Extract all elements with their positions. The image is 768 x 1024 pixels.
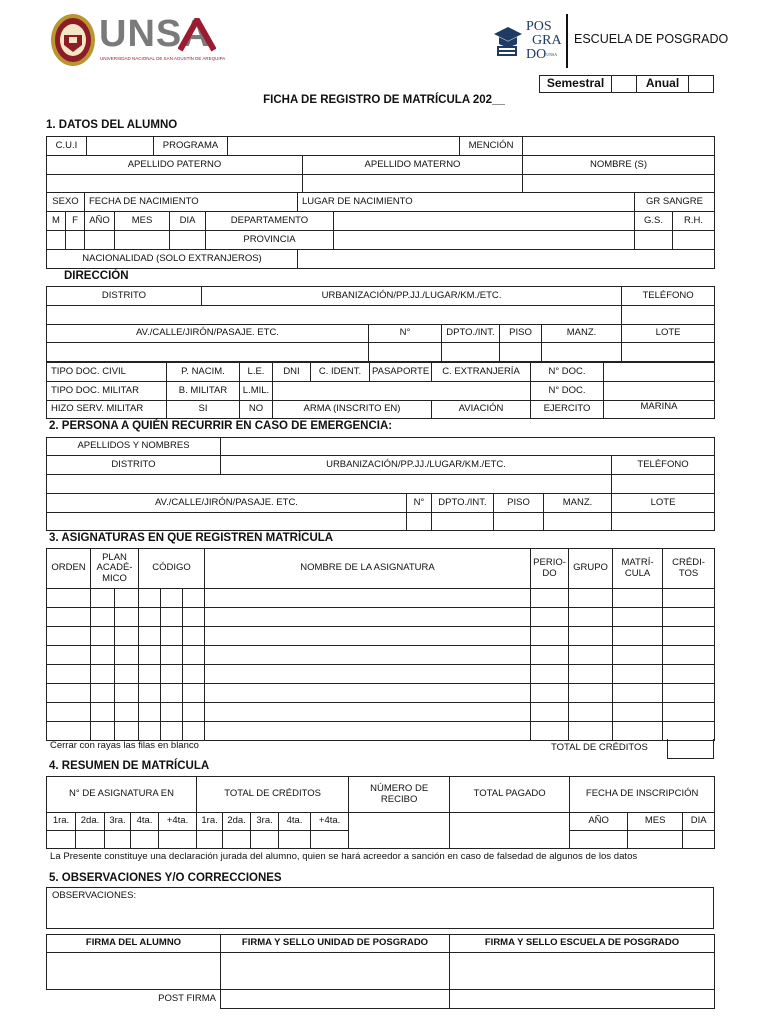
subject-codigo-c-cell[interactable] — [183, 627, 205, 646]
c-extranjeria-label: C. EXTRANJERÍA — [432, 363, 531, 382]
pasaporte-label: PASAPORTE — [370, 363, 432, 382]
gs-field[interactable] — [635, 231, 673, 250]
matricula-line-2: CULA — [624, 567, 651, 579]
anual-checkbox[interactable] — [689, 76, 714, 93]
subject-matricula-cell[interactable] — [613, 665, 663, 684]
period-type-table — [539, 75, 714, 93]
creditos-header — [663, 549, 715, 589]
emergency-numero-field[interactable] — [407, 513, 432, 531]
posgrado-line-3 — [526, 48, 562, 62]
n-asignatura-header: N° DE ASIGNATURA EN — [47, 777, 197, 813]
firma-alumno-field[interactable] — [47, 953, 221, 990]
emergency-urbanizacion-label: URBANIZACIÓN/PP.JJ./LUGAR/KM./ETC. — [221, 456, 612, 475]
emergency-dpto-label: DPTO./INT. — [432, 494, 494, 513]
mes-field[interactable] — [115, 231, 170, 250]
fecha-anio-label: AÑO — [570, 813, 628, 831]
subject-grupo-cell[interactable] — [569, 722, 613, 741]
subject-periodo-cell[interactable] — [531, 627, 569, 646]
c-ident-label: C. IDENT. — [311, 363, 370, 382]
departamento-label: DEPARTAMENTO — [206, 212, 334, 231]
asignatura-level-3ra: 3ra. — [105, 813, 131, 831]
creditos-line-2: TOS — [678, 567, 699, 579]
firma-unidad-field[interactable] — [221, 953, 450, 990]
emergency-piso-label: PISO — [494, 494, 544, 513]
ejercito-label: EJERCITO — [531, 401, 604, 419]
subject-row — [47, 684, 715, 703]
apellido-materno-label: APELLIDO MATERNO — [303, 156, 523, 175]
subject-matricula-cell[interactable] — [613, 589, 663, 608]
mencion-label: MENCIÓN — [460, 137, 523, 156]
nombres-field[interactable] — [523, 175, 715, 193]
periodo-line-1: PERIO- — [533, 557, 566, 569]
emergency-manz-field[interactable] — [544, 513, 612, 531]
matricula-header — [613, 549, 663, 589]
subject-row — [47, 608, 715, 627]
subject-grupo-cell[interactable] — [569, 608, 613, 627]
subject-matricula-cell[interactable] — [613, 646, 663, 665]
subject-plan-a-cell[interactable] — [91, 722, 115, 741]
observaciones-box[interactable] — [46, 887, 714, 929]
subject-creditos-cell[interactable] — [663, 703, 715, 722]
subject-codigo-b-cell[interactable] — [161, 589, 183, 608]
numero-field[interactable] — [369, 343, 442, 362]
subject-codigo-c-cell[interactable] — [183, 646, 205, 665]
asignatura-plus4ta-field[interactable] — [159, 831, 197, 849]
avenida-field[interactable] — [47, 343, 369, 362]
observaciones-label: OBSERVACIONES: — [52, 890, 137, 901]
subject-creditos-cell[interactable] — [663, 684, 715, 703]
subject-grupo-cell[interactable] — [569, 703, 613, 722]
subject-periodo-cell[interactable] — [531, 722, 569, 741]
subject-plan-b-cell[interactable] — [115, 665, 139, 684]
subject-grupo-cell[interactable] — [569, 684, 613, 703]
emergency-avenida-label: AV./CALLE/JIRÓN/PASAJE. ETC. — [47, 494, 407, 513]
sexo-f-field[interactable] — [66, 231, 85, 250]
posgrado-superscript: UNSA — [546, 52, 558, 57]
distrito-urbanizacion-field[interactable] — [47, 306, 622, 325]
subject-periodo-cell[interactable] — [531, 703, 569, 722]
subject-codigo-b-cell[interactable] — [161, 722, 183, 741]
fecha-mes-label: MES — [628, 813, 683, 831]
creditos-3ra-field[interactable] — [251, 831, 279, 849]
fecha-dia-label: DIA — [683, 813, 715, 831]
blank-rows-note: Cerrar con rayas las filas en blanco — [50, 740, 199, 751]
creditos-level-2da: 2da. — [223, 813, 251, 831]
manz-label: MANZ. — [542, 325, 622, 343]
total-creditos-label: TOTAL DE CRÉDITOS — [551, 742, 648, 753]
dni-label: DNI — [273, 363, 311, 382]
lugar-nacimiento-label: LUGAR DE NACIMIENTO — [298, 193, 635, 212]
departamento-field[interactable] — [334, 212, 635, 231]
subject-plan-b-cell[interactable] — [115, 589, 139, 608]
subject-orden-cell[interactable] — [47, 665, 91, 684]
numero-recibo-line-2: RECIBO — [380, 793, 418, 805]
post-firma-field[interactable] — [221, 990, 450, 1009]
dpto-label: DPTO./INT. — [442, 325, 500, 343]
subject-codigo-a-cell[interactable] — [139, 589, 161, 608]
emergency-lote-label: LOTE — [612, 494, 715, 513]
subject-codigo-b-cell[interactable] — [161, 646, 183, 665]
subject-periodo-cell[interactable] — [531, 665, 569, 684]
rh-label: R.H. — [673, 212, 715, 231]
header-divider — [566, 14, 568, 68]
subject-matricula-cell[interactable] — [613, 703, 663, 722]
subject-creditos-cell[interactable] — [663, 722, 715, 741]
unsa-accent-mark — [178, 18, 216, 52]
sexo-m-label: M — [47, 212, 66, 231]
sexo-m-field[interactable] — [47, 231, 66, 250]
subject-codigo-c-cell[interactable] — [183, 589, 205, 608]
subject-plan-b-cell[interactable] — [115, 703, 139, 722]
subject-plan-a-cell[interactable] — [91, 608, 115, 627]
b-militar-label: B. MILITAR — [167, 382, 240, 401]
subject-nombre-cell[interactable] — [205, 608, 531, 627]
asignatura-4ta-field[interactable] — [131, 831, 159, 849]
subject-nombre-cell[interactable] — [205, 722, 531, 741]
emergency-manz-label: MANZ. — [544, 494, 612, 513]
firma-unidad-label: FIRMA Y SELLO UNIDAD DE POSGRADO — [221, 935, 450, 953]
subject-plan-a-cell[interactable] — [91, 589, 115, 608]
subject-row — [47, 646, 715, 665]
subject-plan-a-cell[interactable] — [91, 665, 115, 684]
posgrado-line-3-text: DO — [526, 47, 547, 62]
gs-label: G.S. — [635, 212, 673, 231]
subject-nombre-cell[interactable] — [205, 703, 531, 722]
cui-field[interactable] — [87, 137, 154, 156]
n-doc-militar-label: N° DOC. — [531, 382, 604, 401]
subject-codigo-b-cell[interactable] — [161, 684, 183, 703]
subject-orden-cell[interactable] — [47, 684, 91, 703]
unsa-subtitle: UNIVERSIDAD NACIONAL DE SAN AGUSTÍN DE AREQUIPA — [100, 56, 226, 61]
dia-field[interactable] — [170, 231, 206, 250]
total-pagado-field[interactable] — [450, 813, 570, 849]
asignatura-level-2da: 2da. — [76, 813, 105, 831]
periodo-line-2: DO — [542, 567, 557, 579]
school-name: ESCUELA DE POSGRADO — [574, 32, 729, 46]
si-label: SI — [167, 401, 240, 419]
tipo-doc-civil-label: TIPO DOC. CIVIL — [47, 363, 167, 382]
subjects-table — [46, 548, 715, 741]
subject-creditos-cell[interactable] — [663, 627, 715, 646]
gr-sangre-label: GR SANGRE — [635, 193, 715, 212]
subject-grupo-cell[interactable] — [569, 646, 613, 665]
urbanizacion-label: URBANIZACIÓN/PP.JJ./LUGAR/KM./ETC. — [202, 287, 622, 306]
emergency-contact-table — [46, 437, 715, 531]
semestral-label: Semestral — [540, 76, 612, 93]
emergency-lote-field[interactable] — [612, 513, 715, 531]
nombre-asignatura-header: NOMBRE DE LA ASIGNATURA — [205, 549, 531, 589]
posgrado-logo-text — [526, 20, 562, 62]
aviacion-label: AVIACIÓN — [432, 401, 531, 419]
subject-codigo-a-cell[interactable] — [139, 646, 161, 665]
n-doc-civil-label: N° DOC. — [531, 363, 604, 382]
fecha-anio-field[interactable] — [570, 831, 628, 849]
subject-periodo-cell[interactable] — [531, 608, 569, 627]
subject-codigo-b-cell[interactable] — [161, 608, 183, 627]
subject-codigo-c-cell[interactable] — [183, 703, 205, 722]
subject-nombre-cell[interactable] — [205, 646, 531, 665]
tipo-doc-militar-label: TIPO DOC. MILITAR — [47, 382, 167, 401]
graduation-cap-icon — [493, 24, 523, 58]
asignatura-level-4ta: 4ta. — [131, 813, 159, 831]
subject-orden-cell[interactable] — [47, 646, 91, 665]
dia-label: DIA — [170, 212, 206, 231]
unsa-seal-logo — [50, 13, 96, 67]
marina-label: MARINA — [604, 401, 715, 419]
subject-plan-a-cell[interactable] — [91, 703, 115, 722]
subject-codigo-a-cell[interactable] — [139, 722, 161, 741]
post-firma-field-2[interactable] — [450, 990, 715, 1009]
emergency-distrito-label: DISTRITO — [47, 456, 221, 475]
subject-nombre-cell[interactable] — [205, 665, 531, 684]
subject-nombre-cell[interactable] — [205, 627, 531, 646]
provincia-label: PROVINCIA — [206, 231, 334, 250]
student-name-table — [46, 136, 715, 193]
subject-plan-a-cell[interactable] — [91, 684, 115, 703]
subject-periodo-cell[interactable] — [531, 684, 569, 703]
piso-label: PISO — [500, 325, 542, 343]
creditos-2da-field[interactable] — [223, 831, 251, 849]
anio-label: AÑO — [85, 212, 115, 231]
student-birth-table — [46, 192, 715, 269]
subject-matricula-cell[interactable] — [613, 627, 663, 646]
section-1-heading: 1. DATOS DEL ALUMNO — [46, 119, 178, 131]
subject-codigo-c-cell[interactable] — [183, 684, 205, 703]
subject-row — [47, 589, 715, 608]
creditos-1ra-field[interactable] — [197, 831, 223, 849]
plan-academico-header — [91, 549, 139, 589]
firma-alumno-label: FIRMA DEL ALUMNO — [47, 935, 221, 953]
arma-label: ARMA (INSCRITO EN) — [273, 401, 432, 419]
subject-codigo-a-cell[interactable] — [139, 684, 161, 703]
numero-recibo-field[interactable] — [349, 813, 450, 849]
matricula-line-1: MATRÍ- — [621, 557, 654, 569]
lote-label: LOTE — [622, 325, 715, 343]
post-firma-label: POST FIRMA — [47, 990, 221, 1009]
subject-grupo-cell[interactable] — [569, 589, 613, 608]
numero-recibo-header — [349, 777, 450, 813]
telefono-label: TELÉFONO — [622, 287, 715, 306]
plan-line-3: MICO — [102, 572, 127, 584]
nombres-label: NOMBRE (S) — [523, 156, 715, 175]
dpto-field[interactable] — [442, 343, 500, 362]
asignatura-2da-field[interactable] — [76, 831, 105, 849]
codigo-header: CÓDIGO — [139, 549, 205, 589]
apellido-paterno-field[interactable] — [47, 175, 303, 193]
subject-row — [47, 627, 715, 646]
subject-orden-cell[interactable] — [47, 722, 91, 741]
subject-plan-b-cell[interactable] — [115, 646, 139, 665]
posgrado-line-1: POS — [526, 19, 552, 34]
subject-plan-b-cell[interactable] — [115, 608, 139, 627]
p-nacim-label: P. NACIM. — [167, 363, 240, 382]
semestral-checkbox[interactable] — [612, 76, 637, 93]
section-4-heading: 4. RESUMEN DE MATRÍCULA — [49, 760, 210, 772]
subject-codigo-a-cell[interactable] — [139, 608, 161, 627]
cui-label: C.U.I — [47, 137, 87, 156]
firma-escuela-field[interactable] — [450, 953, 715, 990]
emergency-piso-field[interactable] — [494, 513, 544, 531]
apellido-paterno-label: APELLIDO PATERNO — [47, 156, 303, 175]
sexo-f-label: F — [66, 212, 85, 231]
subject-codigo-c-cell[interactable] — [183, 665, 205, 684]
emergency-telefono-label: TELÉFONO — [612, 456, 715, 475]
section-5-heading: 5. OBSERVACIONES Y/O CORRECCIONES — [49, 872, 282, 884]
creditos-level-3ra: 3ra. — [251, 813, 279, 831]
subject-nombre-cell[interactable] — [205, 684, 531, 703]
rh-field[interactable] — [673, 231, 715, 250]
creditos-plus4ta-field[interactable] — [311, 831, 349, 849]
lote-field[interactable] — [622, 343, 715, 362]
mes-label: MES — [115, 212, 170, 231]
total-pagado-header: TOTAL PAGADO — [450, 777, 570, 813]
posgrado-line-2: GRA — [532, 33, 562, 48]
piso-field[interactable] — [500, 343, 542, 362]
total-creditos-field[interactable] — [667, 739, 714, 759]
creditos-level-plus4ta: +4ta. — [311, 813, 349, 831]
telefono-field[interactable] — [622, 306, 715, 325]
section-3-heading: 3. ASIGNATURAS EN QUE REGISTREN MATRÍCULA — [49, 532, 334, 544]
plan-line-1: PLAN — [102, 551, 127, 563]
student-address-table — [46, 286, 715, 362]
subject-matricula-cell[interactable] — [613, 722, 663, 741]
section-2-heading: 2. PERSONA A QUIÉN RECURRIR EN CASO DE EMERGENCIA: — [49, 420, 393, 432]
anio-field[interactable] — [85, 231, 115, 250]
n-doc-civil-field[interactable] — [604, 363, 715, 382]
subject-creditos-cell[interactable] — [663, 589, 715, 608]
numero-label: N° — [369, 325, 442, 343]
programa-field[interactable] — [228, 137, 460, 156]
creditos-line-1: CRÉDI- — [672, 557, 705, 569]
numero-recibo-line-1: NÚMERO DE — [370, 783, 429, 795]
hizo-serv-militar-label: HIZO SERV. MILITAR — [47, 401, 167, 419]
total-creditos-header: TOTAL DE CRÉDITOS — [197, 777, 349, 813]
subject-plan-b-cell[interactable] — [115, 722, 139, 741]
programa-label: PROGRAMA — [154, 137, 228, 156]
manz-field[interactable] — [542, 343, 622, 362]
documents-table — [46, 362, 715, 419]
subject-orden-cell[interactable] — [47, 627, 91, 646]
firma-escuela-label: FIRMA Y SELLO ESCUELA DE POSGRADO — [450, 935, 715, 953]
subject-codigo-c-cell[interactable] — [183, 608, 205, 627]
creditos-level-4ta: 4ta. — [279, 813, 311, 831]
emergency-telefono-field[interactable] — [612, 475, 715, 494]
grupo-header: GRUPO — [569, 549, 613, 589]
emergency-dpto-field[interactable] — [432, 513, 494, 531]
declaration-text: La Presente constituye una declaración jurada del alumno, quien se hará acreedor a sanción en caso de falsedad de algunos de los datos — [50, 851, 638, 862]
fecha-nacimiento-label: FECHA DE NACIMIENTO — [85, 193, 298, 212]
asignatura-1ra-field[interactable] — [47, 831, 76, 849]
subject-codigo-a-cell[interactable] — [139, 665, 161, 684]
fecha-mes-field[interactable] — [628, 831, 683, 849]
emergency-numero-label: N° — [407, 494, 432, 513]
anual-label: Anual — [637, 76, 689, 93]
doc-militar-blank[interactable] — [273, 382, 531, 401]
direccion-heading: DIRECCIÓN — [64, 270, 129, 282]
orden-header: ORDEN — [47, 549, 91, 589]
subject-matricula-cell[interactable] — [613, 684, 663, 703]
apellido-materno-field[interactable] — [303, 175, 523, 193]
emergency-apellidos-label: APELLIDOS Y NOMBRES — [47, 438, 221, 456]
subject-plan-b-cell[interactable] — [115, 627, 139, 646]
subject-row — [47, 703, 715, 722]
fecha-inscripcion-header: FECHA DE INSCRIPCIÓN — [570, 777, 715, 813]
subject-periodo-cell[interactable] — [531, 646, 569, 665]
creditos-4ta-field[interactable] — [279, 831, 311, 849]
provincia-field[interactable] — [334, 231, 635, 250]
subject-codigo-b-cell[interactable] — [161, 627, 183, 646]
subject-creditos-cell[interactable] — [663, 646, 715, 665]
subject-nombre-cell[interactable] — [205, 589, 531, 608]
asignatura-3ra-field[interactable] — [105, 831, 131, 849]
distrito-label: DISTRITO — [47, 287, 202, 306]
periodo-header — [531, 549, 569, 589]
summary-table — [46, 776, 715, 849]
avenida-label: AV./CALLE/JIRÓN/PASAJE. ETC. — [47, 325, 369, 343]
subject-matricula-cell[interactable] — [613, 608, 663, 627]
subject-codigo-b-cell[interactable] — [161, 703, 183, 722]
subject-plan-a-cell[interactable] — [91, 646, 115, 665]
subject-grupo-cell[interactable] — [569, 665, 613, 684]
subject-creditos-cell[interactable] — [663, 608, 715, 627]
subject-codigo-b-cell[interactable] — [161, 665, 183, 684]
emergency-distrito-urbanizacion-field[interactable] — [47, 475, 612, 494]
unsa-wordmark: UNSA — [99, 13, 211, 55]
form-title: FICHA DE REGISTRO DE MATRÍCULA 202__ — [263, 94, 505, 106]
subject-orden-cell[interactable] — [47, 703, 91, 722]
asignatura-level-plus4ta: +4ta. — [159, 813, 197, 831]
signatures-table — [46, 934, 715, 1009]
subject-codigo-c-cell[interactable] — [183, 722, 205, 741]
subject-periodo-cell[interactable] — [531, 589, 569, 608]
subject-grupo-cell[interactable] — [569, 627, 613, 646]
mencion-field[interactable] — [523, 137, 715, 156]
l-mil-label: L.MIL. — [240, 382, 273, 401]
no-label: NO — [240, 401, 273, 419]
subject-codigo-a-cell[interactable] — [139, 703, 161, 722]
subject-row — [47, 665, 715, 684]
n-doc-militar-field[interactable] — [604, 382, 715, 401]
emergency-avenida-field[interactable] — [47, 513, 407, 531]
fecha-dia-field[interactable] — [683, 831, 715, 849]
sexo-label: SEXO — [47, 193, 85, 212]
subject-plan-b-cell[interactable] — [115, 684, 139, 703]
asignatura-level-1ra: 1ra. — [47, 813, 76, 831]
plan-line-2: ACADÉ- — [96, 562, 133, 574]
le-label: L.E. — [240, 363, 273, 382]
emergency-apellidos-field[interactable] — [221, 438, 715, 456]
creditos-level-1ra: 1ra. — [197, 813, 223, 831]
nacionalidad-field[interactable] — [298, 250, 715, 269]
subject-codigo-a-cell[interactable] — [139, 627, 161, 646]
subject-orden-cell[interactable] — [47, 589, 91, 608]
subject-creditos-cell[interactable] — [663, 665, 715, 684]
nacionalidad-label: NACIONALIDAD (SOLO EXTRANJEROS) — [47, 250, 298, 269]
subject-row — [47, 722, 715, 741]
subject-orden-cell[interactable] — [47, 608, 91, 627]
subject-plan-a-cell[interactable] — [91, 627, 115, 646]
